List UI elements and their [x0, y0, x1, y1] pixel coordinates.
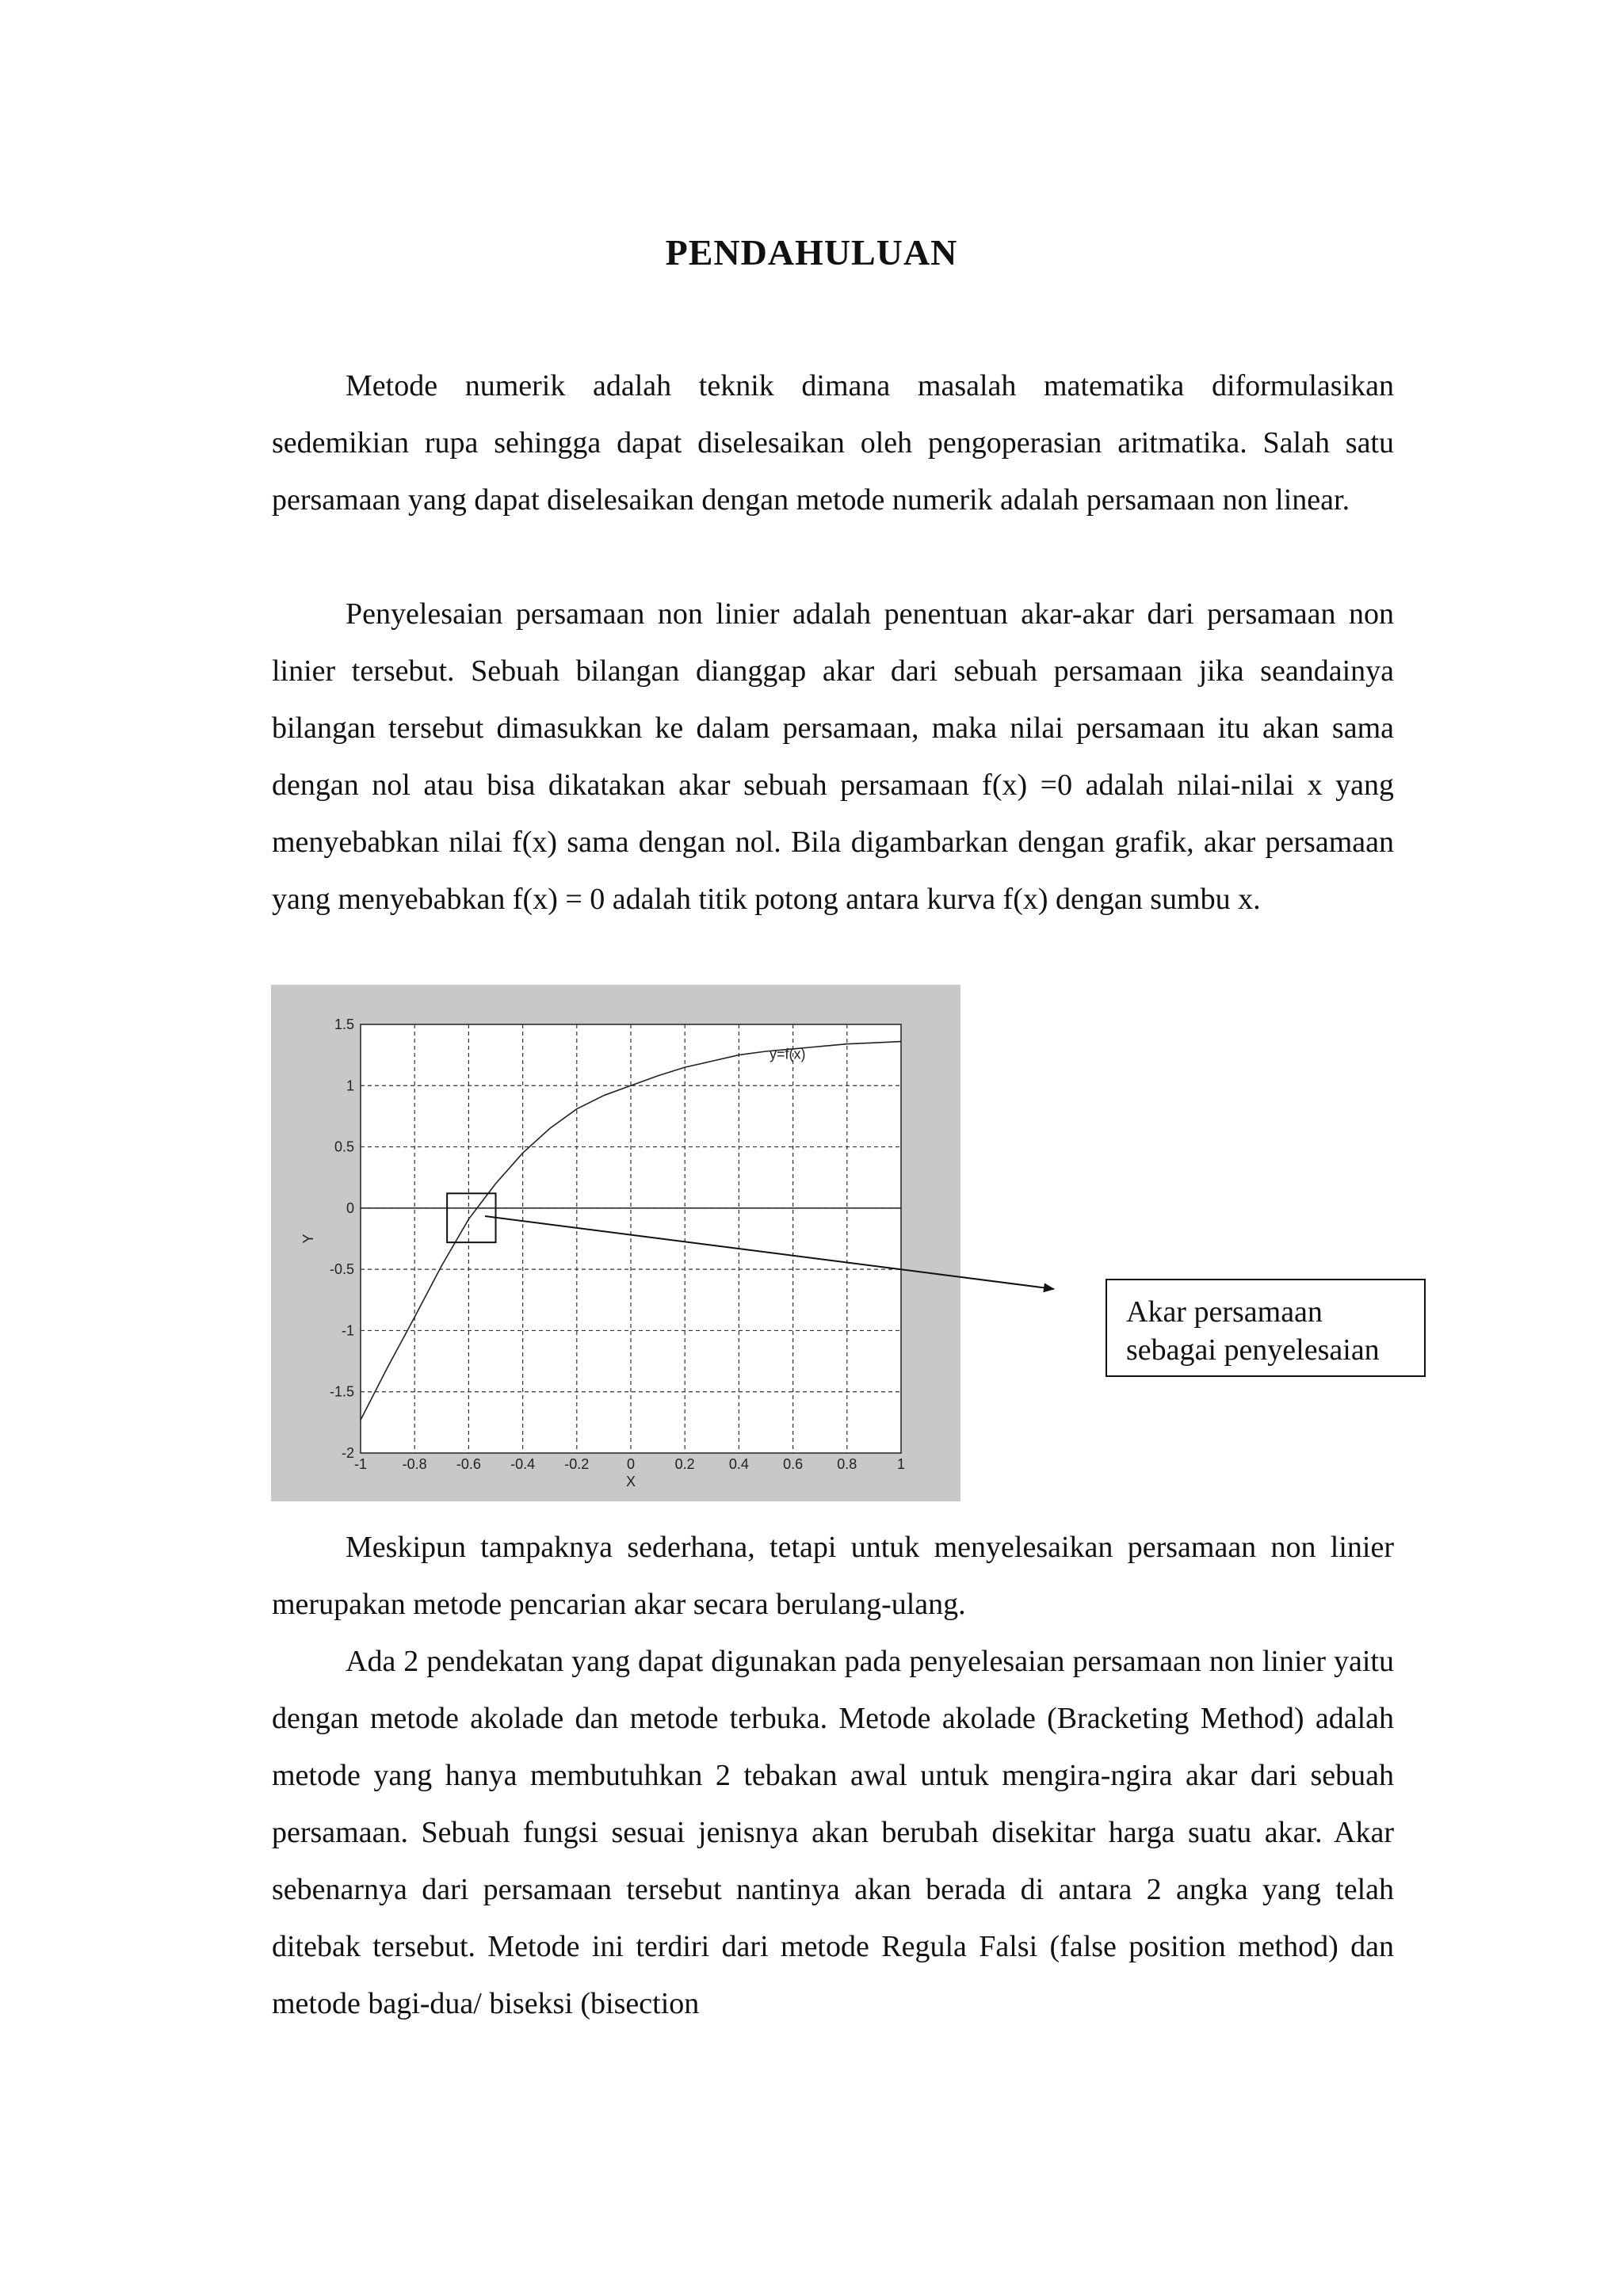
x-tick-label: -0.4: [510, 1456, 536, 1472]
y-tick-label: -0.5: [329, 1261, 354, 1278]
x-tick-label: -0.8: [402, 1456, 427, 1472]
root-figure: [271, 985, 960, 1501]
page-title: PENDAHULUAN: [665, 232, 958, 273]
callout-line-1: Akar persamaan: [1126, 1295, 1323, 1329]
x-tick-label: 1: [896, 1456, 906, 1472]
callout-line-2: sebagai penyelesaian: [1126, 1333, 1380, 1367]
y-tick-label: 1: [346, 1077, 354, 1094]
paragraph-2: Penyelesaian persamaan non linier adalah penentuan akar-akar dari persamaan non linier tersebut. Sebuah bilangan dianggap akar dari sebuah persamaan jika seandainya bilangan tersebut dimasukkan ke dalam persamaan, maka nilai persamaan itu akan sama dengan nol atau bisa dikatakan akar sebuah persamaan f(x) =0 adalah nilai-nilai x yang menyebabkan nilai f(x) sama dengan nol. Bila digambarkan dengan grafik, akar persamaan yang menyebabkan f(x) = 0 adalah titik potong antara kurva f(x) dengan sumbu x.: [272, 597, 1394, 916]
x-tick-label: -0.2: [564, 1456, 590, 1472]
y-tick-label: -2: [341, 1445, 354, 1461]
x-tick-label: 0.4: [728, 1456, 749, 1472]
y-tick-label: -1: [341, 1322, 354, 1339]
x-tick-label: 0.8: [837, 1456, 857, 1472]
paragraph-1: Metode numerik adalah teknik dimana masalah matematika diformulasikan sedemikian rupa sehingga dapat diselesaikan oleh pengoperasian aritmatika. Salah satu persamaan yang dapat diselesaikan dengan metode numerik adalah persamaan non linear.: [272, 369, 1394, 517]
y-tick-label: 1.5: [334, 1016, 354, 1032]
function-plot: [271, 985, 960, 1501]
callout-box: [1106, 1279, 1426, 1377]
series-label: y=f(x): [769, 1046, 806, 1062]
paragraph-4: Ada 2 pendekatan yang dapat digunakan pada penyelesaian persamaan non linier yaitu dengan metode akolade dan metode terbuka. Metode akolade (Bracketing Method) adalah metode yang hanya membutuhkan 2 tebakan awal untuk mengira-ngira akar dari sebuah persamaan. Sebuah fungsi sesuai jenisnya akan berubah disekitar harga suatu akar. Akar sebenarnya dari persamaan tersebut nantinya akan berada di antara 2 angka yang telah ditebak tersebut. Metode ini terdiri dari metode Regula Falsi (false position method) dan metode bagi-dua/ biseksi (bisection: [272, 1645, 1394, 2020]
y-tick-label: 0.5: [334, 1138, 354, 1155]
x-tick-label: 0.6: [783, 1456, 804, 1472]
y-tick-label: 0: [346, 1199, 354, 1216]
x-tick-label: -1: [353, 1456, 368, 1472]
x-tick-label: 0.2: [674, 1456, 695, 1472]
y-axis-label: Y: [300, 1234, 316, 1244]
y-tick-label: -1.5: [329, 1383, 354, 1400]
x-tick-label: 0: [626, 1456, 636, 1472]
x-axis-label: X: [625, 1474, 636, 1489]
paragraph-3: Meskipun tampaknya sederhana, tetapi untuk menyelesaikan persamaan non linier merupakan metode pencarian akar secara berulang-ulang.: [272, 1531, 1394, 1621]
x-tick-label: -0.6: [456, 1456, 481, 1472]
